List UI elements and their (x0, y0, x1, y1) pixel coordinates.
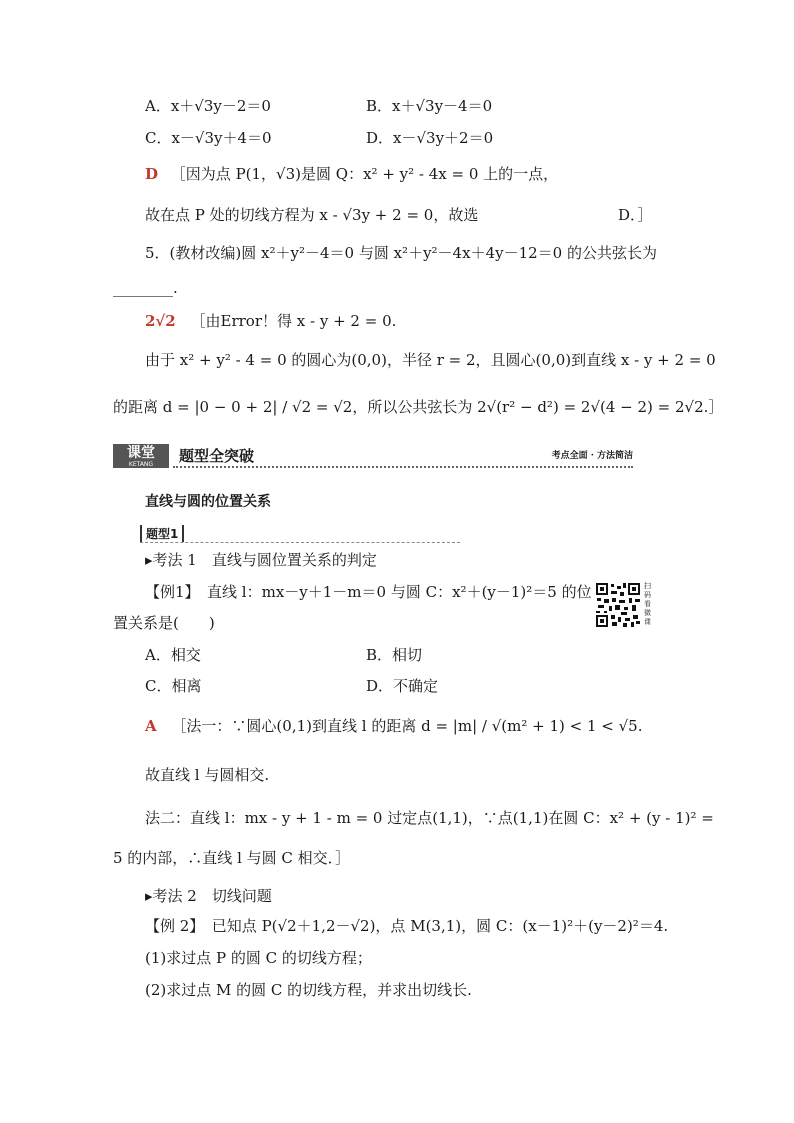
banner-tag-text: 课堂 (127, 445, 155, 461)
banner-tag-sub: KETANG (128, 461, 154, 468)
answer-conclusion: 故直线 l 与圆相交. (145, 766, 270, 784)
answer-text: ［由Error！得 x - y + 2 = 0. (190, 312, 397, 330)
type-label: 题型1 (140, 525, 184, 542)
answer-letter: D (145, 165, 159, 183)
problem-5: 5．(教材改编)圆 x²＋y²－4＝0 与圆 x²＋y²－4x＋4y－12＝0 的公共弦长为 (145, 244, 657, 262)
option-d: D．x－√3y＋2＝0 (366, 129, 494, 147)
answer-letter: A (145, 717, 157, 735)
method-two-line-1: 法二：直线 l：mx - y + 1 - m = 0 过定点(1,1)，∵点(1,1)在圆 C：x² + (y - 1)² = (145, 809, 714, 827)
answer-block-2 (145, 311, 396, 331)
qr-code[interactable] (595, 582, 641, 628)
answer-conclusion: 故在点 P 处的切线方程为 x - √3y + 2 = 0，故选 (145, 206, 479, 224)
answer-block-3 (145, 716, 642, 736)
example-2-question-1: (1)求过点 P 的圆 C 的切线方程； (145, 949, 372, 967)
type-label-box (140, 524, 460, 543)
example-2-question-2: (2)求过点 M 的圆 C 的切线方程，并求出切线长. (145, 981, 472, 999)
answer-value: 2√2 (145, 312, 176, 330)
option-b: B．x＋√3y－4＝0 (366, 97, 493, 115)
banner-title: 题型全突破 (179, 447, 255, 465)
method-2: ▸考法 2 切线问题 (145, 887, 272, 905)
qr-caption: 扫码看微课 (644, 582, 651, 626)
answer-block-1 (145, 164, 558, 184)
problem-5-blank: ________. (113, 279, 178, 297)
ex1-option-d: D．不确定 (366, 677, 439, 695)
banner-tag (113, 444, 169, 468)
solution-line-1: 由于 x² + y² - 4 = 0 的圆心为(0,0)，半径 r = 2，且圆心(0,0)到直线 x - y + 2 = 0 (145, 351, 716, 369)
ex1-option-c: C．相离 (145, 677, 202, 695)
section-banner (113, 444, 633, 468)
method-two-line-2: 5 的内部，∴直线 l 与圆 C 相交．］ (113, 849, 351, 867)
banner-rule (173, 466, 633, 468)
option-a: A．x＋√3y－2＝0 (145, 97, 271, 115)
method-1: ▸考法 1 直线与圆位置关系的判定 (145, 551, 377, 569)
answer-text: ［法一：∵圆心(0,1)到直线 l 的距离 d = |m| / √(m² + 1) < 1 < √5. (171, 717, 643, 735)
example-2-line-1: 【例 2】 已知点 P(√2＋1,2－√2)，点 M(3,1)，圆 C：(x－1)²＋(y－2)²＝4. (145, 917, 669, 935)
example-1-line-2: 置关系是( ) (113, 614, 215, 632)
qr-code-icon (595, 582, 641, 628)
answer-text: ［因为点 P(1，√3)是圆 Q：x² + y² - 4x = 0 上的一点， (170, 165, 559, 183)
example-1-line-1: 【例1】 直线 l：mx－y＋1－m＝0 与圆 C：x²＋(y－1)²＝5 的位 (145, 583, 592, 601)
section-title: 直线与圆的位置关系 (145, 494, 271, 510)
answer-choice: D．］ (618, 206, 653, 224)
ex1-option-a: A．相交 (145, 646, 201, 664)
option-c: C．x－√3y＋4＝0 (145, 129, 272, 147)
ex1-option-b: B．相切 (366, 646, 423, 664)
banner-slogan: 考点全面 · 方法简洁 (551, 451, 633, 461)
solution-line-2: 的距离 d = |0 − 0 + 2| / √2 = √2，所以公共弦长为 2√(r² − d²) = 2√(4 − 2) = 2√2.］ (113, 398, 724, 416)
